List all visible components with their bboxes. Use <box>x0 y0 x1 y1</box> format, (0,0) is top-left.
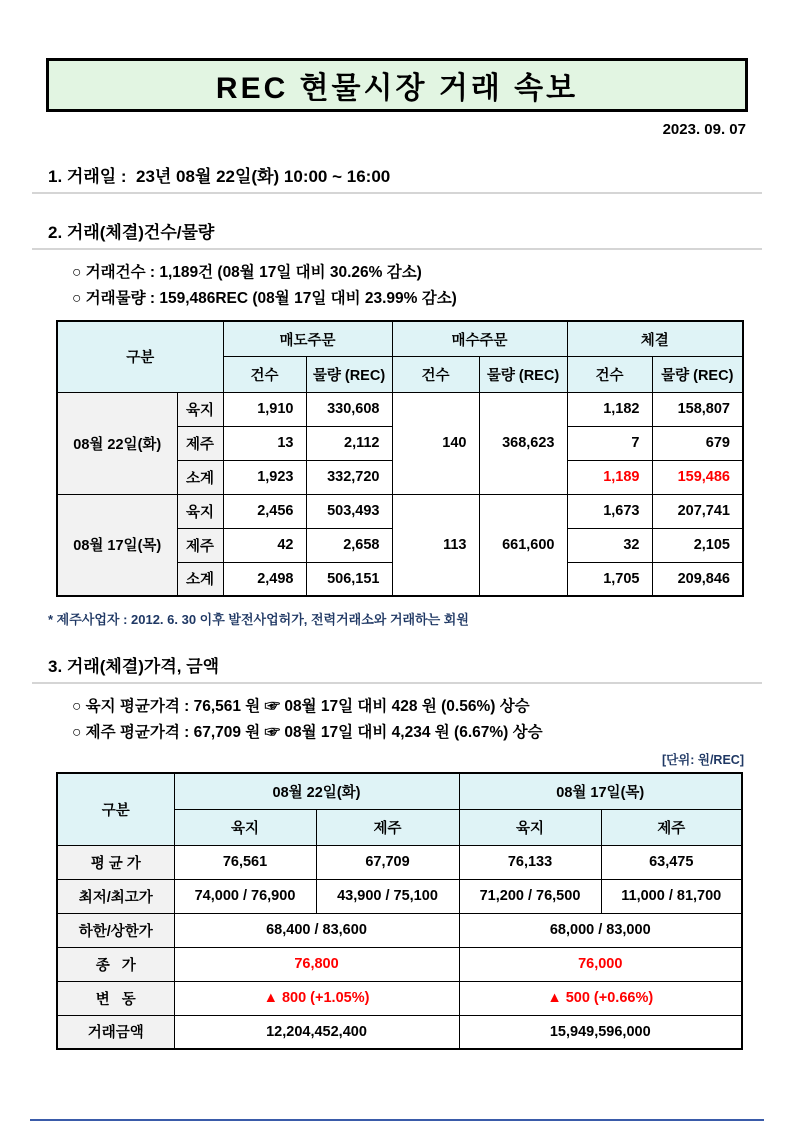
table2-row-closing-price <box>57 947 742 981</box>
avg-price-cell: 76,133 <box>459 845 601 879</box>
trade-price-table <box>56 772 743 1050</box>
table2-row-change <box>57 981 742 1015</box>
mainland-avg-price-bullet: ○ 육지 평균가격 : 76,561 원 ☞ 08월 17일 대비 428 원 (0.56%) 상승 <box>72 698 530 715</box>
exec-count-cell: 1,182 <box>567 392 652 426</box>
table1-header-row-groups <box>57 321 743 357</box>
table2-row-min-max-price <box>57 879 742 913</box>
trade-volume-table <box>56 320 744 597</box>
table1-date-0817: 08월 17일(목) <box>57 494 177 596</box>
table2-date-0822-header: 08월 22일(화) <box>174 773 459 809</box>
section2-heading: 2. 거래(체결)건수/물량 <box>32 218 762 250</box>
sell-volume-cell: 332,720 <box>306 460 392 494</box>
table1-buy-volume-header: 물량 (REC) <box>479 357 567 393</box>
unit-label: [단위: 원/REC] <box>661 753 744 767</box>
min-max-cell: 11,000 / 81,700 <box>601 879 742 913</box>
region-header: 육지 <box>174 809 316 845</box>
buy-volume-cell: 368,623 <box>479 392 567 494</box>
exec-count-cell: 1,705 <box>567 562 652 596</box>
closing-price-cell: 76,000 <box>459 947 742 981</box>
sell-volume-cell: 2,112 <box>306 426 392 460</box>
row-label: 최저/최고가 <box>57 879 174 913</box>
closing-price-cell: 76,800 <box>174 947 459 981</box>
jeju-avg-price-bullet: ○ 제주 평균가격 : 67,709 원 ☞ 08월 17일 대비 4,234 원 (6.67%) 상승 <box>72 724 543 741</box>
region-label: 소계 <box>177 562 223 596</box>
buy-volume-cell: 661,600 <box>479 494 567 596</box>
sell-count-cell: 1,923 <box>223 460 306 494</box>
table1-sell-orders-header: 매도주문 <box>223 321 392 357</box>
document-title: REC 현물시장 거래 속보 <box>215 72 579 105</box>
buy-count-cell: 113 <box>392 494 479 596</box>
exec-count-cell: 32 <box>567 528 652 562</box>
row-label: 변 동 <box>57 981 174 1015</box>
region-label: 육지 <box>177 494 223 528</box>
region-label: 소계 <box>177 460 223 494</box>
footer-rule <box>30 1119 764 1121</box>
table1-buy-count-header: 건수 <box>392 357 479 393</box>
exec-volume-cell: 679 <box>652 426 743 460</box>
table2-date-0817-header: 08월 17일(목) <box>459 773 742 809</box>
table2-row-average-price <box>57 845 742 879</box>
row-label: 종 가 <box>57 947 174 981</box>
sell-count-cell: 1,910 <box>223 392 306 426</box>
section2-bullets <box>72 260 762 312</box>
table1-row-0817-mainland <box>57 494 743 528</box>
section1-heading: 1. 거래일 : 23년 08월 22일(화) 10:00 ~ 16:00 <box>32 162 762 194</box>
exec-count-cell: 1,673 <box>567 494 652 528</box>
table1-date-0822: 08월 22일(화) <box>57 392 177 494</box>
price-limit-cell: 68,400 / 83,600 <box>174 913 459 947</box>
price-limit-cell: 68,000 / 83,000 <box>459 913 742 947</box>
sell-count-cell: 2,498 <box>223 562 306 596</box>
row-label: 거래금액 <box>57 1015 174 1049</box>
sell-volume-cell: 503,493 <box>306 494 392 528</box>
table1-executed-header: 체결 <box>567 321 743 357</box>
table2-row-trade-amount <box>57 1015 742 1049</box>
trade-amount-cell: 12,204,452,400 <box>174 1015 459 1049</box>
buy-count-cell: 140 <box>392 392 479 494</box>
document-title-box <box>46 58 748 112</box>
exec-volume-cell: 158,807 <box>652 392 743 426</box>
exec-count-cell: 7 <box>567 426 652 460</box>
row-label: 평 균 가 <box>57 845 174 879</box>
table1-sell-volume-header: 물량 (REC) <box>306 357 392 393</box>
change-cell: ▲ 800 (+1.05%) <box>174 981 459 1015</box>
trade-count-bullet: ○ 거래건수 : 1,189건 (08월 17일 대비 30.26% 감소) <box>72 264 422 281</box>
table1-row-0822-mainland <box>57 392 743 426</box>
document-date: 2023. 09. 07 <box>662 121 746 138</box>
region-label: 육지 <box>177 392 223 426</box>
exec-volume-cell-highlight: 159,486 <box>652 460 743 494</box>
exec-count-cell-highlight: 1,189 <box>567 460 652 494</box>
table1-exec-count-header: 건수 <box>567 357 652 393</box>
avg-price-cell: 76,561 <box>174 845 316 879</box>
sell-volume-cell: 330,608 <box>306 392 392 426</box>
sell-count-cell: 42 <box>223 528 306 562</box>
table1-exec-volume-header: 물량 (REC) <box>652 357 743 393</box>
exec-volume-cell: 207,741 <box>652 494 743 528</box>
exec-volume-cell: 209,846 <box>652 562 743 596</box>
trade-amount-cell: 15,949,596,000 <box>459 1015 742 1049</box>
section3-bullets <box>72 694 762 746</box>
region-label: 제주 <box>177 426 223 460</box>
table2-row-price-limits <box>57 913 742 947</box>
table1-buy-orders-header: 매수주문 <box>392 321 567 357</box>
table1-sell-count-header: 건수 <box>223 357 306 393</box>
min-max-cell: 74,000 / 76,900 <box>174 879 316 913</box>
trade-volume-bullet: ○ 거래물량 : 159,486REC (08월 17일 대비 23.99% 감소) <box>72 290 457 307</box>
min-max-cell: 71,200 / 76,500 <box>459 879 601 913</box>
region-header: 제주 <box>601 809 742 845</box>
table2-header-row-dates <box>57 773 742 809</box>
row-label: 하한/상한가 <box>57 913 174 947</box>
jeju-operator-footnote: * 제주사업자 : 2012. 6. 30 이후 발전사업허가, 전력거래소와 거래하는 회원 <box>48 612 469 627</box>
sell-volume-cell: 2,658 <box>306 528 392 562</box>
region-label: 제주 <box>177 528 223 562</box>
region-header: 육지 <box>459 809 601 845</box>
sell-volume-cell: 506,151 <box>306 562 392 596</box>
section3-heading: 3. 거래(체결)가격, 금액 <box>32 652 762 684</box>
table1-gubun-header: 구분 <box>57 321 223 392</box>
avg-price-cell: 63,475 <box>601 845 742 879</box>
min-max-cell: 43,900 / 75,100 <box>316 879 459 913</box>
table2-gubun-header: 구분 <box>57 773 174 845</box>
exec-volume-cell: 2,105 <box>652 528 743 562</box>
change-cell: ▲ 500 (+0.66%) <box>459 981 742 1015</box>
sell-count-cell: 2,456 <box>223 494 306 528</box>
sell-count-cell: 13 <box>223 426 306 460</box>
avg-price-cell: 67,709 <box>316 845 459 879</box>
region-header: 제주 <box>316 809 459 845</box>
